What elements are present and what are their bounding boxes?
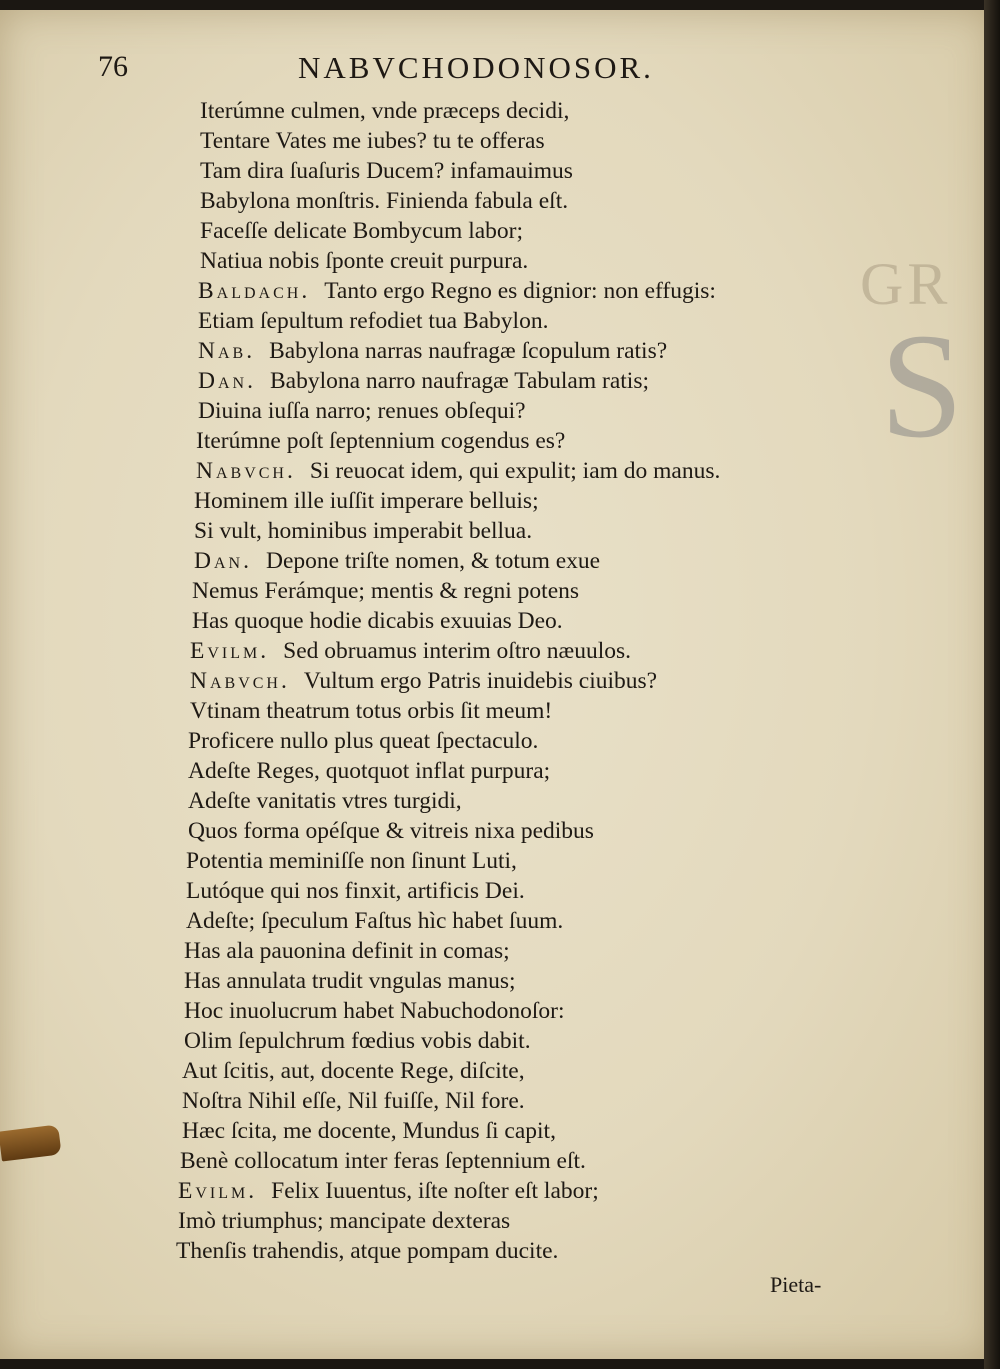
speaker-label: Baldach. — [198, 278, 311, 304]
verse-line-text: Hæc ſcita, me docente, Mundus ſi capit, — [182, 1118, 556, 1144]
show-through-letters-decoration: GR — [860, 251, 952, 317]
verse-line-text: Sed obruamus interim oſtro næuulos. — [283, 638, 632, 664]
verse-line-text: Adeſte Reges, quotquot inflat purpura; — [188, 758, 551, 784]
verse-line-text: Noſtra Nihil eſſe, Nil fuiſſe, Nil fore. — [182, 1088, 525, 1114]
verse-line-text: Hoc inuolucrum habet Nabuchodonoſor: — [184, 998, 565, 1024]
verse-line — [176, 96, 856, 126]
verse-line-text: Iterúmne poſt ſeptennium cogendus es? — [196, 428, 566, 454]
verse-line-text: Diuina iuſſa narro; renues obſequi? — [198, 398, 526, 424]
verse-line — [176, 156, 856, 186]
verse-text-block — [176, 96, 856, 1266]
verse-line-text: Quos forma opéſque & vitreis nixa pedibus — [188, 818, 594, 844]
verse-line — [176, 516, 856, 546]
verse-line-text: Nemus Ferámque; mentis & regni potens — [192, 578, 580, 604]
verse-line — [176, 456, 856, 486]
verse-line — [176, 816, 856, 846]
verse-line-text: Felix Iuuentus, iſte noſter eſt labor; — [271, 1178, 599, 1204]
verse-line-text: Imò triumphus; mancipate dexteras — [178, 1208, 511, 1234]
verse-line-text: Thenſis trahendis, atque pompam ducite. — [176, 1238, 559, 1264]
verse-line-text: Has annulata trudit vngulas manus; — [184, 968, 516, 994]
verse-line-text: Faceſſe delicate Bombycum labor; — [200, 218, 524, 244]
show-through-initial-decoration: S — [880, 303, 964, 469]
verse-line-text: Iterúmne culmen, vnde præceps decidi, — [200, 98, 570, 124]
verse-line-text: Vultum ergo Patris inuidebis ciuibus? — [303, 668, 658, 694]
verse-line-text: Tam dira ſuaſuris Ducem? infamauimus — [200, 158, 573, 184]
verse-line — [176, 876, 856, 906]
speaker-label: Nabvch. — [196, 458, 296, 484]
verse-line-text: Hominem ille iuſſit imperare belluis; — [194, 488, 539, 514]
verse-line — [176, 786, 856, 816]
verse-line — [176, 696, 856, 726]
verse-line-text: Etiam ſepultum refodiet tua Babylon. — [198, 308, 549, 334]
verse-line-text: Tanto ergo Regno es dignior: non effugis: — [324, 278, 716, 304]
verse-line-text: Potentia meminiſſe non ſinunt Luti, — [186, 848, 517, 874]
verse-line — [176, 1206, 856, 1236]
speaker-label: Dan. — [194, 548, 252, 574]
verse-line-text: Tentare Vates me iubes? tu te offeras — [200, 128, 545, 154]
verse-line-text: Aut ſcitis, aut, docente Rege, diſcite, — [182, 1058, 525, 1084]
verse-line — [176, 126, 856, 156]
verse-line-text: Depone triſte nomen, & totum exue — [265, 548, 601, 574]
verse-line — [176, 846, 856, 876]
verse-line — [176, 1236, 856, 1266]
verse-line — [176, 246, 856, 276]
verse-line-text: Benè collocatum inter feras ſeptennium eſt. — [180, 1148, 586, 1174]
verse-line — [176, 216, 856, 246]
page-header — [98, 50, 748, 94]
book-edge-shadow — [984, 0, 1000, 1369]
verse-line-text: Has ala pauonina definit in comas; — [184, 938, 510, 964]
paper-sheet — [0, 10, 992, 1359]
running-title: NABVCHODONOSOR. — [298, 50, 654, 85]
speaker-label: Nabvch. — [190, 668, 290, 694]
verse-line-text: Si vult, hominibus imperabit bellua. — [194, 518, 533, 544]
verse-line — [176, 936, 856, 966]
verse-line-text: Si reuocat idem, qui expulit; iam do manus. — [309, 458, 721, 484]
speaker-label: Dan. — [198, 368, 256, 394]
verse-line — [176, 546, 856, 576]
verse-line — [176, 1146, 856, 1176]
verse-line — [176, 1176, 856, 1206]
verse-line — [176, 966, 856, 996]
verse-line-text: Lutóque qui nos finxit, artificis Dei. — [186, 878, 525, 904]
verse-line — [176, 1086, 856, 1116]
verse-line — [176, 666, 856, 696]
page-number: 76 — [98, 50, 128, 83]
verse-line — [176, 306, 856, 336]
verse-line — [176, 576, 856, 606]
verse-line — [176, 396, 856, 426]
speaker-label: Evilm. — [178, 1178, 258, 1204]
verse-line — [176, 1116, 856, 1146]
verse-line-text: Olim ſepulchrum fœdius vobis dabit. — [184, 1028, 531, 1054]
verse-line-text: Babylona narro naufragæ Tabulam ratis; — [269, 368, 649, 394]
verse-line — [176, 366, 856, 396]
verse-line — [176, 1026, 856, 1056]
verse-line-text: Adeſte; ſpeculum Faſtus hìc habet ſuum. — [186, 908, 564, 934]
verse-line-text: Proficere nullo plus queat ſpectaculo. — [188, 728, 539, 754]
catchword: Pieta- — [770, 1272, 822, 1297]
verse-line — [176, 726, 856, 756]
verse-line-text: Babylona monſtris. Finienda fabula eſt. — [200, 188, 569, 214]
verse-line — [176, 426, 856, 456]
verse-line — [176, 636, 856, 666]
verse-line — [176, 186, 856, 216]
verse-line-text: Vtinam theatrum totus orbis ſit meum! — [190, 698, 553, 724]
verse-line — [176, 336, 856, 366]
verse-line — [176, 486, 856, 516]
bookmark-strip — [0, 1124, 62, 1161]
verse-line — [176, 276, 856, 306]
verse-line — [176, 606, 856, 636]
speaker-label: Nab. — [198, 338, 256, 364]
verse-line — [176, 996, 856, 1026]
verse-line — [176, 756, 856, 786]
verse-line-text: Natiua nobis ſponte creuit purpura. — [200, 248, 529, 274]
verse-line — [176, 906, 856, 936]
verse-line-text: Babylona narras naufragæ ſcopulum ratis? — [269, 338, 668, 364]
verse-line-text: Has quoque hodie dicabis exuuias Deo. — [192, 608, 563, 634]
verse-line-text: Adeſte vanitatis vtres turgidi, — [188, 788, 462, 814]
speaker-label: Evilm. — [190, 638, 270, 664]
verse-line — [176, 1056, 856, 1086]
